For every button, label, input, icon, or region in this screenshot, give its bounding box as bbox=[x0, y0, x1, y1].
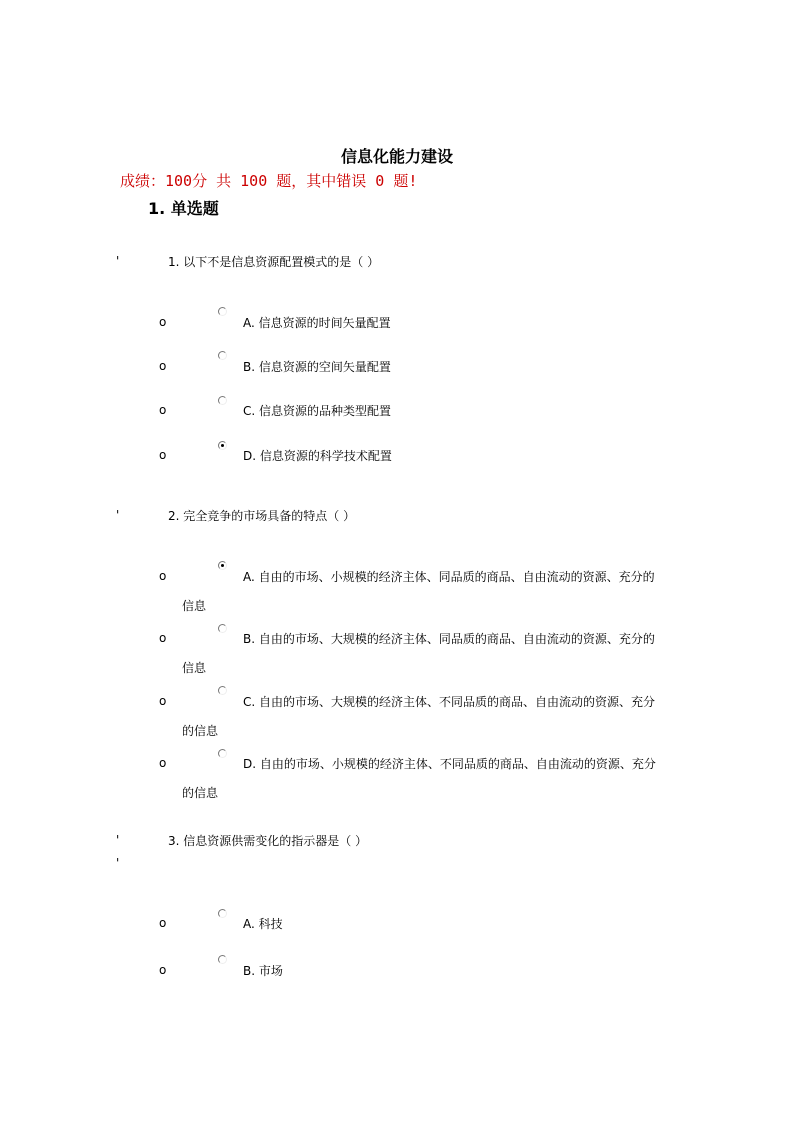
q3-option-b-label: B. 市场 bbox=[243, 964, 283, 978]
q2-option-c-label-cont: 的信息 bbox=[182, 724, 219, 738]
q1-option-d-radio[interactable] bbox=[218, 441, 227, 450]
list-bullet: o bbox=[159, 963, 167, 977]
q2-option-b-radio[interactable] bbox=[218, 624, 227, 633]
q1-option-c-radio[interactable] bbox=[218, 396, 227, 405]
q3-option-b-radio[interactable] bbox=[218, 955, 227, 964]
list-bullet: o bbox=[159, 315, 167, 329]
list-bullet: o bbox=[159, 631, 167, 645]
q2-option-b-label: B. 自由的市场、大规模的经济主体、同品质的商品、自由流动的资源、充分的 bbox=[243, 632, 655, 646]
score-summary: 成绩：100分 共 100 题，其中错误 0 题! bbox=[120, 172, 418, 190]
q1-option-b-radio[interactable] bbox=[218, 351, 227, 360]
q1-option-b-label: B. 信息资源的空间矢量配置 bbox=[243, 360, 391, 374]
question-1-text: 1. 以下不是信息资源配置模式的是（ ） bbox=[168, 255, 380, 269]
question-marker: ' bbox=[116, 254, 120, 268]
q2-option-c-label: C. 自由的市场、大规模的经济主体、不同品质的商品、自由流动的资源、充分 bbox=[243, 695, 656, 709]
question-2-text: 2. 完全竞争的市场具备的特点（ ） bbox=[168, 509, 356, 523]
q1-option-a-label: A. 信息资源的时间矢量配置 bbox=[243, 316, 391, 330]
section-heading: 1. 单选题 bbox=[148, 199, 219, 218]
question-marker: ' bbox=[116, 508, 120, 522]
q2-option-b-label-cont: 信息 bbox=[182, 661, 207, 675]
q3-option-a-radio[interactable] bbox=[218, 909, 227, 918]
q1-option-c-label: C. 信息资源的品种类型配置 bbox=[243, 404, 392, 418]
q3-option-a-label: A. 科技 bbox=[243, 917, 283, 931]
question-3-text: 3. 信息资源供需变化的指示器是（ ） bbox=[168, 834, 368, 848]
question-marker: ' bbox=[116, 856, 120, 870]
q1-option-a-radio[interactable] bbox=[218, 307, 227, 316]
q2-option-d-label-cont: 的信息 bbox=[182, 786, 219, 800]
list-bullet: o bbox=[159, 694, 167, 708]
list-bullet: o bbox=[159, 448, 167, 462]
q2-option-c-radio[interactable] bbox=[218, 686, 227, 695]
q2-option-d-radio[interactable] bbox=[218, 749, 227, 758]
q2-option-a-radio[interactable] bbox=[218, 561, 227, 570]
q2-option-d-label: D. 自由的市场、小规模的经济主体、不同品质的商品、自由流动的资源、充分 bbox=[243, 757, 656, 771]
list-bullet: o bbox=[159, 403, 167, 417]
q1-option-d-label: D. 信息资源的科学技术配置 bbox=[243, 449, 392, 463]
document-title: 信息化能力建设 bbox=[340, 147, 453, 166]
question-marker: ' bbox=[116, 833, 120, 847]
list-bullet: o bbox=[159, 756, 167, 770]
list-bullet: o bbox=[159, 916, 167, 930]
list-bullet: o bbox=[159, 569, 167, 583]
q2-option-a-label-cont: 信息 bbox=[182, 599, 207, 613]
q2-option-a-label: A. 自由的市场、小规模的经济主体、同品质的商品、自由流动的资源、充分的 bbox=[243, 570, 655, 584]
list-bullet: o bbox=[159, 359, 167, 373]
